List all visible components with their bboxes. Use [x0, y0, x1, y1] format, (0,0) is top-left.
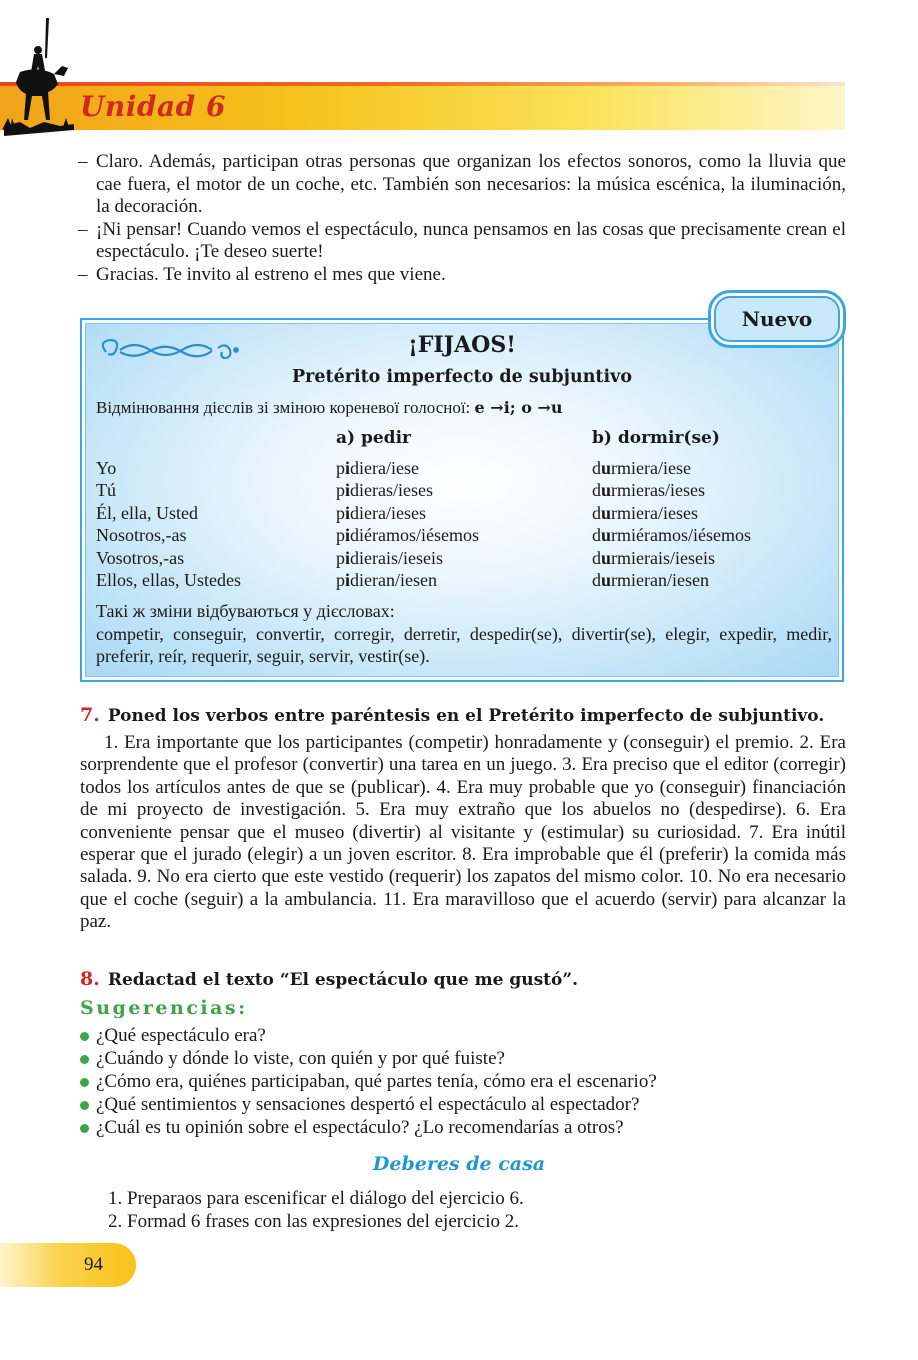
pedir-form-cell: pidieras/ieses [336, 480, 433, 501]
pedir-form-cell: pidiera/ieses [336, 502, 426, 523]
exercise-instruction: Poned los verbos entre paréntesis en el Pretérito imperfecto de subjuntivo. [107, 706, 825, 726]
dormir-form-cell: durmieras/ieses [592, 480, 705, 501]
exercise-7-text: 1. Era importante que los participantes (competir) honradamente y (conseguir) el premio. 2. Era sorprendente que el profesor (convertir) una tarea en un juego. 3. Era preciso que el editor (corregir) todos los artículos antes de que se (publicar). 4. Era muy probable que yo (conseguir) financiación de mi proyecto de investigación. 5. Era muy extraño que los abuelos no (despedirse). 6. Era conveniente pensar que el museo (divertir) al visitante y (estimular) su curiosidad. 7. Era inútil esperar que el jurado (elegir) a un joven escritor. 8. Era improbable que él (preferir) la comida más salada. 9. No era cierto que este vestido (requerir) los zapatos del mismo color. 10. No era necesario que el coche (seguir) a la ambulancia. 11. Era maravilloso que el acuerdo (servir) para alcanzar la paz. [80, 732, 846, 933]
grammar-note [96, 398, 563, 418]
dialog-dash: – [78, 263, 88, 285]
dialog-line-text: Gracias. Te invito al estreno el mes que viene. [96, 263, 446, 285]
don-quixote-silhouette-icon [0, 14, 78, 144]
bullet-icon [80, 1032, 89, 1041]
pedir-form-cell: pidieran/iesen [336, 570, 437, 590]
pedir-form-cell: pidierais/ieseis [336, 547, 443, 568]
pedir-form-cell: pidiera/iese [336, 458, 419, 478]
pedir-form-cell: pidiéramos/iésemos [336, 525, 479, 546]
nuevo-badge: Nuevo [708, 290, 846, 348]
exercise-7-heading [80, 704, 824, 726]
homework-title: Deberes de casa [372, 1153, 546, 1175]
bullet-icon [80, 1078, 89, 1087]
exercise-number: 8. [80, 968, 100, 990]
list-item [80, 1093, 846, 1116]
dormir-form-cell: durmieran/iesen [592, 570, 709, 590]
dialog-dash: – [78, 218, 88, 240]
dialog-text [78, 151, 846, 286]
list-item: 2. Formad 6 frases con las expresiones del ejercicio 2. [108, 1211, 520, 1232]
suggestion-text: ¿Cómo era, quiénes participaban, qué partes tenía, cómo era el escenario? [96, 1071, 657, 1092]
list-item [80, 1024, 846, 1047]
suggestions-list [80, 1024, 846, 1139]
page-number-tab [0, 1243, 136, 1287]
list-item [80, 1070, 846, 1093]
grammar-title: ¡FIJAOS! [408, 332, 516, 358]
column-header-pedir: a) pedir [336, 428, 411, 448]
pronoun-cell: Tú [96, 480, 116, 501]
pronoun-cell: Él, ella, Usted [96, 502, 198, 523]
pronoun-cell: Yo [96, 458, 117, 478]
dormir-form-cell: durmiera/ieses [592, 502, 698, 523]
unit-title: Unidad 6 [80, 90, 226, 123]
pronoun-cell: Ellos, ellas, Ustedes [96, 570, 241, 590]
grammar-footer-intro: Такі ж зміни відбуваються у дієсловах: [96, 601, 395, 621]
grammar-note-text: Відмінювання дієслів зі зміною кореневої голосної: [96, 398, 471, 417]
suggestions-title: Sugerencias: [80, 997, 248, 1019]
list-item [80, 1047, 846, 1070]
dialog-line [78, 151, 846, 219]
page-number: 94 [84, 1254, 103, 1275]
suggestion-text: ¿Cuándo y dónde lo viste, con quién y por qué fuiste? [96, 1048, 505, 1069]
dialog-dash: – [78, 151, 88, 172]
exercise-number: 7. [80, 704, 100, 726]
exercise-instruction: Redactad el texto “El espectáculo que me gustó”. [107, 970, 579, 990]
dialog-line-text: Claro. Además, participan otras personas que organizan los efectos sonoros, como la lluvia que cae fuera, el motor de un coche, etc. También son necesarios: la música escénica, la iluminación, la decoración. [96, 151, 846, 217]
suggestion-text: ¿Qué sentimientos y sensaciones despertó el espectáculo al espectador? [96, 1094, 640, 1115]
dialog-line [78, 264, 846, 287]
homework-list [108, 1187, 524, 1233]
bullet-icon [80, 1101, 89, 1110]
list-item: 1. Preparaos para escenificar el diálogo del ejercicio 6. [108, 1188, 524, 1209]
grammar-note-rule: e →i; o →u [474, 398, 563, 417]
bullet-icon [80, 1124, 89, 1133]
dormir-form-cell: durmiéramos/iésemos [592, 525, 751, 546]
pronoun-cell: Vosotros,-as [96, 547, 185, 568]
dormir-form-cell: durmiera/iese [592, 458, 691, 478]
exercise-8-heading [80, 968, 578, 990]
suggestion-text: ¿Cuál es tu opinión sobre el espectáculo? ¿Lo recomendarías a otros? [96, 1117, 624, 1138]
list-item [80, 1116, 846, 1139]
pronoun-cell: Nosotros,-as [96, 525, 187, 546]
dialog-line [78, 219, 846, 264]
grammar-subtitle: Pretérito imperfecto de subjuntivo [292, 367, 632, 387]
dialog-line-text: ¡Ni pensar! Cuando vemos el espectáculo, nunca pensamos en las cosas que precisamente crean el espectáculo. ¡Te deseo suerte! [96, 218, 846, 262]
suggestion-text: ¿Qué espectáculo era? [96, 1025, 266, 1046]
column-header-dormir: b) dormir(se) [592, 428, 720, 448]
bullet-icon [80, 1055, 89, 1064]
grammar-footer [96, 600, 832, 668]
grammar-footer-verbs: competir, conseguir, convertir, corregir, derretir, despedir(se), divertir(se), elegir, expedir, medir, preferir, reír, requerir, seguir, servir, vestir(se). [96, 623, 832, 666]
dormir-form-cell: durmierais/ieseis [592, 547, 715, 568]
